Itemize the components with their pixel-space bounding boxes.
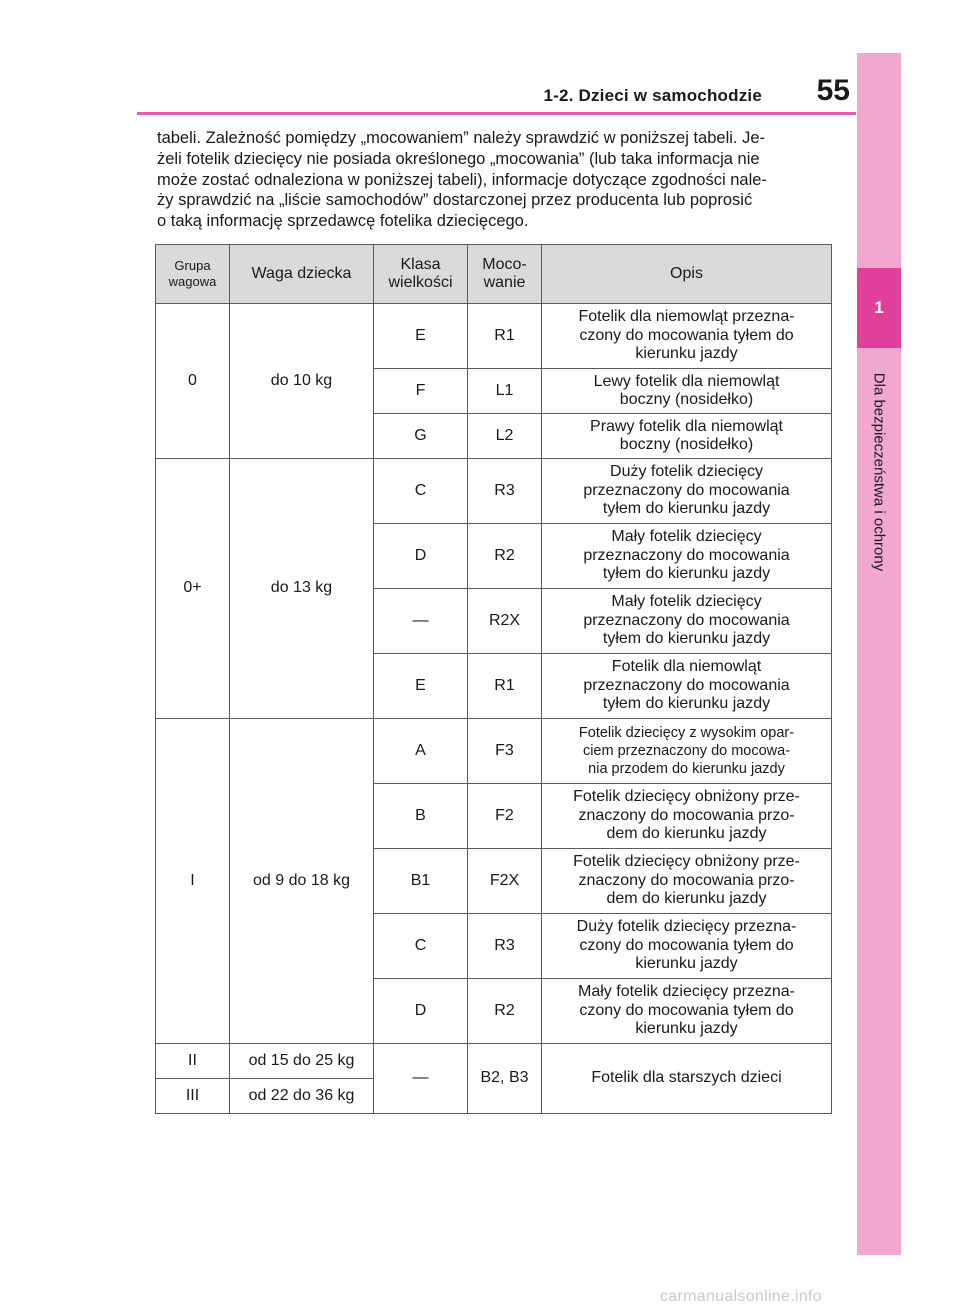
desc-line: czony do mocowania tyłem do <box>579 1001 794 1019</box>
cell-class: G <box>374 414 468 459</box>
intro-line: żeli fotelik dziecięcy nie posiada określonego „mocowania” (lub taka informacja nie <box>157 149 760 168</box>
child-seat-table <box>155 244 832 1114</box>
side-tab <box>857 53 901 1255</box>
page-number: 55 <box>816 74 850 107</box>
cell-description <box>542 979 832 1044</box>
cell-description <box>542 589 832 654</box>
cell-weight: od 22 do 36 kg <box>230 1079 374 1114</box>
header-description: Opis <box>542 245 832 304</box>
table-row <box>156 719 832 784</box>
chapter-title: Dla bezpieczeństwa i ochrony <box>870 372 888 572</box>
desc-line: ciem przeznaczony do mocowa- <box>582 743 791 759</box>
desc-line: Fotelik dziecięcy obniżony prze- <box>573 788 800 806</box>
intro-line: tabeli. Zależność pomiędzy „mocowaniem” należy sprawdzić w poniższej tabeli. Je- <box>157 129 766 147</box>
desc-line: czony do mocowania tyłem do <box>579 936 794 954</box>
cell-description <box>542 719 832 784</box>
desc-line: przeznaczony do mocowania <box>583 676 790 694</box>
cell-mount: R2X <box>468 589 542 654</box>
desc-line: boczny (nosidełko) <box>619 391 754 408</box>
cell-description <box>542 914 832 979</box>
cell-weight: od 15 do 25 kg <box>230 1044 374 1079</box>
desc-line: Mały fotelik dziecięcy <box>611 528 762 546</box>
cell-class: F <box>374 369 468 414</box>
intro-paragraph <box>157 128 837 232</box>
desc-line: Fotelik dziecięcy obniżony prze- <box>573 853 800 871</box>
chapter-number-badge <box>857 268 901 348</box>
cell-mount: F2 <box>468 784 542 849</box>
desc-line: tyłem do kierunku jazdy <box>602 500 771 518</box>
cell-mount: R2 <box>468 524 542 589</box>
cell-class: — <box>374 1044 468 1114</box>
cell-class: C <box>374 459 468 524</box>
cell-description: Fotelik dla starszych dzieci <box>542 1044 832 1114</box>
header-text: wielkości <box>388 274 453 291</box>
cell-mount: B2, B3 <box>468 1044 542 1114</box>
cell-mount: R3 <box>468 459 542 524</box>
intro-line: ży sprawdzić na „liście samochodów” dostarczonej przez producenta lub poprosić <box>157 191 753 210</box>
cell-class: D <box>374 524 468 589</box>
cell-mount: R3 <box>468 914 542 979</box>
header-rule <box>137 112 856 115</box>
desc-line: tyłem do kierunku jazdy <box>602 695 771 713</box>
desc-line: Lewy fotelik dla niemowląt <box>593 372 780 390</box>
desc-line: Prawy fotelik dla niemowląt <box>590 417 783 435</box>
cell-weight: do 13 kg <box>230 459 374 719</box>
header-text: wagowa <box>168 274 217 289</box>
desc-line: tyłem do kierunku jazdy <box>602 630 771 648</box>
table-row <box>156 459 832 524</box>
cell-mount: F3 <box>468 719 542 784</box>
cell-class: A <box>374 719 468 784</box>
chapter-number: 1 <box>874 298 884 317</box>
desc-line: tyłem do kierunku jazdy <box>602 565 771 583</box>
cell-description <box>542 784 832 849</box>
intro-line: o taką informację sprzedawcę fotelika dziecięcego. <box>157 212 529 231</box>
section-title: 1-2. Dzieci w samochodzie <box>543 86 762 105</box>
desc-line: Duży fotelik dziecięcy przezna- <box>576 918 797 936</box>
header-mounting <box>468 245 542 304</box>
cell-group: 0 <box>156 304 230 459</box>
cell-description <box>542 414 832 459</box>
cell-mount: L1 <box>468 369 542 414</box>
cell-class: B <box>374 784 468 849</box>
cell-group: III <box>156 1079 230 1114</box>
cell-mount: R1 <box>468 304 542 369</box>
table-row <box>156 304 832 369</box>
header-text: Moco- <box>482 256 527 273</box>
desc-line: kierunku jazdy <box>635 955 738 973</box>
desc-line: Mały fotelik dziecięcy przezna- <box>578 983 795 1001</box>
desc-line: przeznaczony do mocowania <box>583 481 790 499</box>
cell-group: II <box>156 1044 230 1079</box>
desc-line: kierunku jazdy <box>635 1020 738 1038</box>
desc-line: czony do mocowania tyłem do <box>579 326 794 344</box>
cell-weight: od 9 do 18 kg <box>230 719 374 1044</box>
header-size-class <box>374 245 468 304</box>
desc-line: znaczony do mocowania przo- <box>578 806 795 824</box>
desc-line: nia przodem do kierunku jazdy <box>588 761 785 777</box>
desc-line: przeznaczony do mocowania <box>583 546 790 564</box>
cell-class: D <box>374 979 468 1044</box>
header-text: wanie <box>483 274 526 291</box>
desc-line: znaczony do mocowania przo- <box>578 871 795 889</box>
cell-class: E <box>374 304 468 369</box>
desc-line: przeznaczony do mocowania <box>583 611 790 629</box>
cell-description <box>542 524 832 589</box>
cell-group: I <box>156 719 230 1044</box>
header-child-weight: Waga dziecka <box>230 245 374 304</box>
table-header-row <box>156 245 832 304</box>
cell-class: B1 <box>374 849 468 914</box>
desc-line: Fotelik dziecięcy z wysokim opar- <box>578 725 795 741</box>
table-row <box>156 1044 832 1079</box>
desc-line: kierunku jazdy <box>635 345 738 363</box>
cell-class: E <box>374 654 468 719</box>
desc-line: dem do kierunku jazdy <box>606 890 767 908</box>
cell-class: C <box>374 914 468 979</box>
desc-line: Fotelik dla niemowląt przezna- <box>578 308 795 326</box>
desc-line: Mały fotelik dziecięcy <box>611 593 762 611</box>
watermark: carmanualsonline.info <box>660 1288 822 1305</box>
cell-group: 0+ <box>156 459 230 719</box>
intro-line: może zostać odnaleziona w poniższej tabeli), informacje dotyczące zgodności nale- <box>157 170 767 189</box>
cell-description <box>542 369 832 414</box>
cell-description <box>542 304 832 369</box>
cell-mount: L2 <box>468 414 542 459</box>
cell-description <box>542 459 832 524</box>
cell-mount: R1 <box>468 654 542 719</box>
desc-line: Duży fotelik dziecięcy <box>610 463 763 481</box>
header-text: Klasa <box>400 256 441 273</box>
desc-line: Fotelik dla niemowląt <box>611 658 762 676</box>
desc-line: boczny (nosidełko) <box>619 436 754 453</box>
header-weight-group <box>156 245 230 304</box>
header-text: Grupa <box>174 258 211 273</box>
desc-line: dem do kierunku jazdy <box>606 825 767 843</box>
cell-class: — <box>374 589 468 654</box>
cell-mount: F2X <box>468 849 542 914</box>
cell-description <box>542 654 832 719</box>
cell-description <box>542 849 832 914</box>
cell-weight: do 10 kg <box>230 304 374 459</box>
cell-mount: R2 <box>468 979 542 1044</box>
